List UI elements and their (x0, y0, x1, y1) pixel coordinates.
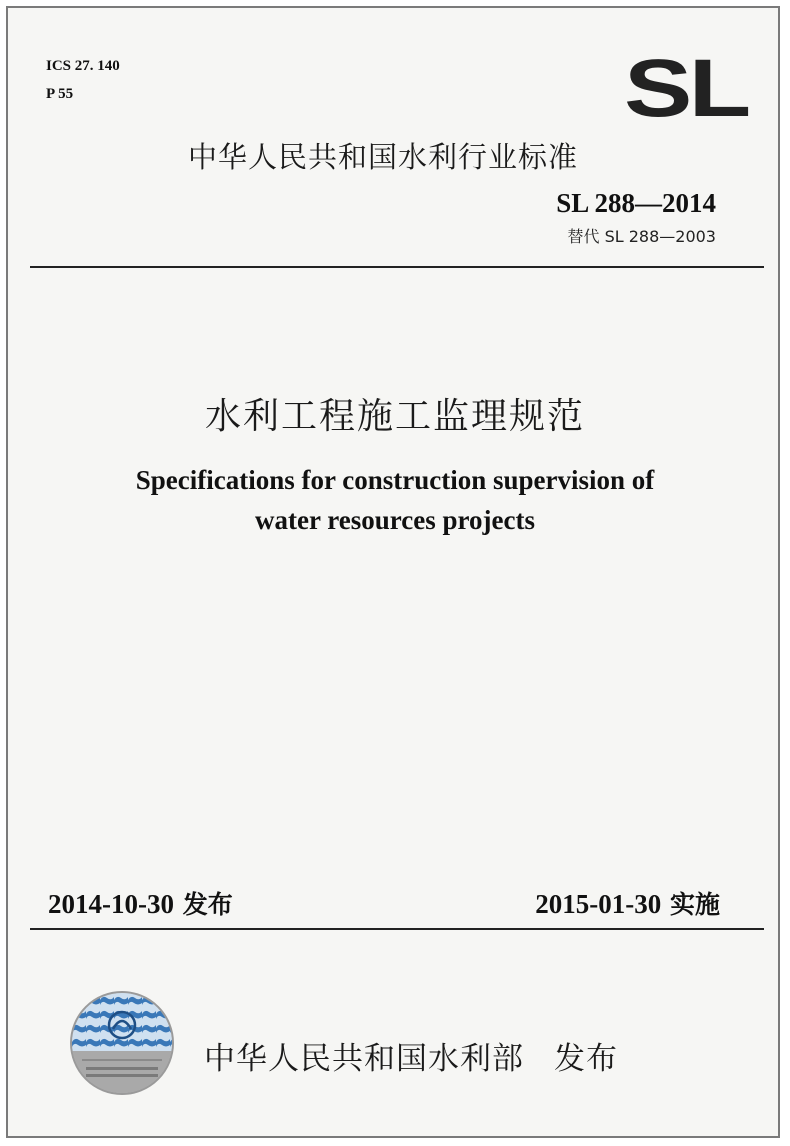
ics-code: ICS 27. 140 (46, 58, 120, 74)
issue-label: 发布 (182, 890, 233, 919)
implement-date: 2015-01-30 (535, 889, 662, 919)
title-chinese: 水利工程施工监理规范 (204, 396, 585, 437)
document-cover (6, 6, 780, 1138)
issue-date: 2014-10-30 (48, 889, 174, 919)
title-english-line-2: water resources projects (255, 505, 535, 535)
industry-standard-title: 中华人民共和国水利行业标准 (188, 140, 579, 174)
publish-label: 发布 (554, 1041, 618, 1077)
sl-logo: SL (624, 43, 748, 134)
implement-date-block (535, 885, 720, 921)
publisher-line (204, 1033, 618, 1078)
issue-date-block (48, 885, 233, 921)
title-english (8, 460, 782, 540)
anti-counterfeit-seal-icon (70, 991, 174, 1095)
bottom-divider (30, 928, 764, 930)
replaces-standard: 替代 SL 288—2003 (567, 227, 716, 246)
implement-label: 实施 (669, 890, 720, 919)
title-english-line-1: Specifications for construction supervision of (135, 465, 655, 495)
top-divider (30, 266, 764, 268)
p-code: P 55 (46, 86, 74, 102)
standard-code: SL 288—2014 (556, 188, 716, 218)
publisher-name: 中华人民共和国水利部 (204, 1041, 524, 1077)
